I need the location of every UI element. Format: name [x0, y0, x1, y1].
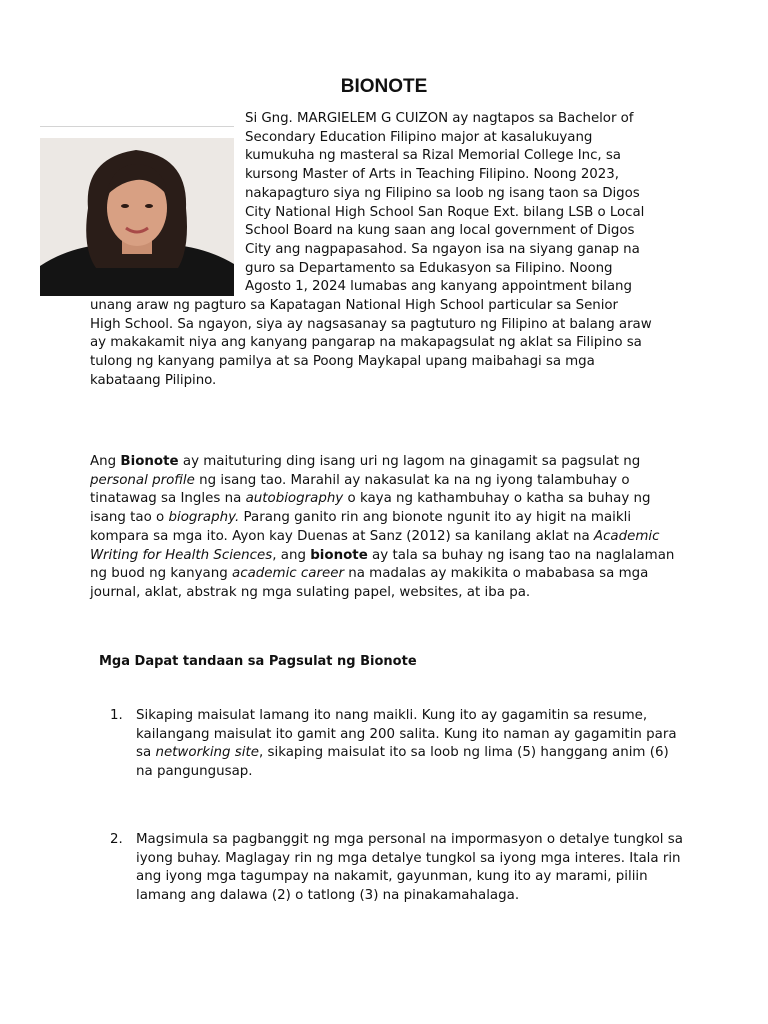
text: , ang	[272, 547, 311, 563]
bio-line: unang araw ng pagturo sa Kapatagan National High School particular sa Senior	[90, 298, 618, 314]
list-text	[136, 707, 684, 782]
section-heading: Mga Dapat tandaan sa Pagsulat ng Bionote	[99, 654, 417, 669]
text: ay tala sa buhay ng isang tao na naglalaman ng buod ng kanyang	[90, 547, 675, 582]
italic-term: Academic Writing for Health Sciences	[90, 528, 660, 563]
page-title: BIONOTE	[340, 76, 428, 97]
italic-term: biography.	[168, 510, 240, 526]
bold-term: Bionote	[120, 454, 179, 469]
bio-line: School Board na kung saan ang local government of Digos	[245, 223, 635, 239]
bold-term: bionote	[310, 547, 368, 563]
text: ng isang tao. Marahil ay nakasulat ka na ng iyong talambuhay o tinatawag sa Ingles na	[90, 472, 630, 507]
italic-term: autobiography	[245, 491, 344, 507]
bio-line: Secondary Education Filipino major at kasalukuyang	[245, 129, 593, 145]
text: Parang ganito rin ang bionote ngunit ito ay higit na maikli kompara sa mga ito. Ayon kay Duenas at Sanz (2012) sa kanilang aklat na	[90, 510, 632, 544]
bio-line: City National High School San Roque Ext. bilang LSB o Local	[245, 204, 645, 220]
bio-line: kabataang Pilipino.	[90, 372, 217, 388]
italic-term: personal profile	[90, 472, 195, 488]
text: , sikaping maisulat ito sa loob ng lima (5) hanggang anim (6) na pangungusap.	[136, 745, 669, 780]
bio-line: guro sa Departamento sa Edukasyon sa Filipino. Noong	[245, 260, 613, 276]
bio-line: Agosto 1, 2024 lumabas ang kanyang appointment bilang	[245, 279, 632, 295]
text: Magsimula sa pagbanggit ng mga personal na impormasyon o detalye tungkol sa iyong buhay. Maglagay rin ng mga detalye tungkol sa iyong mga interes. Itala rin ang iyong mga tagumpay na nakamit, gayunman, kung ito ay marami, piliin lamang ang dalawa (2) o tatlong (3) na pinakamahalaga.	[136, 832, 683, 904]
bio-line: Si Gng. MARGIELEM G CUIZON ay nagtapos sa Bachelor of	[245, 111, 634, 126]
text: ay maituturing ding isang uri ng lagom na ginagamit sa pagsulat ng	[178, 454, 641, 469]
bio-line: kursong Master of Arts in Teaching Filipino. Noong 2023,	[245, 167, 619, 183]
italic-term: academic career	[232, 566, 344, 582]
text: na madalas ay makikita o mababasa sa mga journal, aklat, abstrak ng mga sulating papel, websites, at iba pa.	[90, 566, 649, 600]
bio-line: ay makakamit niya ang kanyang pangarap na makapagsulat ng aklat sa Filipino sa	[90, 335, 642, 351]
bio-line: kumukuha ng masteral sa Rizal Memorial College Inc, sa	[245, 148, 621, 164]
bio-line: City ang nagpapasahod. Sa ngayon isa na siyang ganap na	[245, 241, 640, 257]
intro-paragraph	[90, 453, 690, 603]
italic-term: networking site	[155, 745, 259, 761]
bio-line: High School. Sa ngayon, siya ay nagsasanay sa pagtuturo ng Filipino at balang araw	[90, 316, 652, 332]
list-number: 2.	[110, 832, 123, 847]
photo-spacer	[40, 110, 245, 297]
bio-line: tulong ng kanyang pamilya at sa Poong Maykapal upang maibahagi sa mga	[90, 354, 595, 370]
text: Ang	[90, 454, 121, 469]
bio-line: nakapagturo siya ng Filipino sa loob ng isang taon sa Digos	[245, 185, 640, 201]
list-number: 1.	[110, 708, 123, 723]
text: Sikaping maisulat lamang ito nang maikli. Kung ito ay gagamitin sa resume, kailangang maisulat ito gamit ang 200 salita. Kung ito naman ay gagamitin para sa	[136, 708, 677, 761]
bio-paragraph	[40, 110, 680, 391]
text: o kaya ng kathambuhay o katha sa buhay ng isang tao o	[90, 491, 651, 526]
list-text	[136, 831, 684, 906]
